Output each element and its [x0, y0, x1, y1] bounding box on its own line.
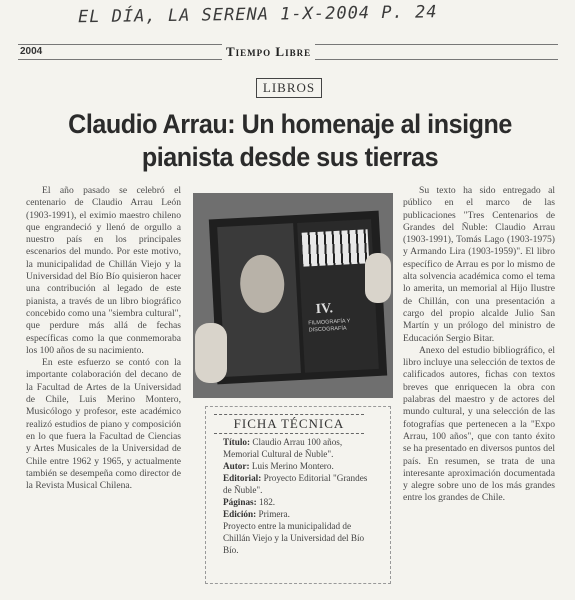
- ficha-titulo: Título: Claudio Arrau 100 años, Memorial Cultural de Ñuble".: [223, 437, 343, 459]
- article-headline: Claudio Arrau: Un homenaje al insigne pianista desde sus tierras: [68, 109, 512, 172]
- issue-year: 2004: [20, 46, 43, 57]
- hand-left: [195, 323, 227, 383]
- article-column-right: [403, 185, 555, 505]
- ficha-title: FICHA TÉCNICA: [214, 414, 364, 434]
- paragraph: Anexo del estudio bibliográfico, el libro incluye una selección de textos de calificados autores, fichas con textos breves que enriquecen la obra con palabras del maestro y de actores del mundo cultural, y una selección de las fotografías que pertenecen a la "Expo Arrau, 100 años", que con tanto éxito se ha presentado en diversos puntos del país. En resumen, se trata de una interesante aproximación documentada y alegre sobre uno de los más grandes entre los grandes de Chile.: [403, 344, 555, 504]
- chapter-number: IV.: [315, 301, 334, 318]
- category-label: LIBROS: [256, 78, 322, 98]
- handwritten-source-note: EL DÍA, LA SERENA 1-X-2004 P. 24: [77, 2, 438, 28]
- hand-right: [365, 253, 391, 303]
- piano-keys-image: [302, 229, 370, 266]
- article-column-left: [26, 185, 181, 492]
- ficha-paginas: Páginas: 182.: [223, 497, 276, 507]
- paragraph: El año pasado se celebró el centenario de Claudio Arrau León (1903-1991), el eximio maestro chileno que engrandeció y llenó de orgullo a nuestro país en los principales escenarios del mundo. Por este motivo, la municipalidad de Chillán Viejo y la Universidad del Bío Bío quisieron hacer una contribución al legado de este pianista, a través de un libro biográfico concebido como una "siembra cultural", que perdure más allá de fechas específicas como la que conmemoraba los 100 años de su nacimiento.: [26, 185, 181, 356]
- paragraph: En este esfuerzo se contó con la importante colaboración del decano de la Facultad de Artes de la Universidad de Chile, Luis Merino Montero, Musicólogo y profesor, este académico realizó estudios de piano y composición en lo que fuera la Facultad de Ciencias y Artes Musicales de la Universidad de Chile entre 1962 y 1965, y actualmente también se desempeña como director de la Revista Musical Chilena.: [26, 357, 181, 492]
- chapter-subtitle: FILMOGRAFÍA Y DISCOGRAFÍA: [308, 318, 351, 334]
- ficha-edicion: Edición: Primera.: [223, 509, 290, 519]
- portrait-image: [239, 254, 286, 314]
- ficha-editorial: Editorial: Proyecto Editorial "Grandes de Ñuble".: [223, 473, 368, 495]
- ficha-tecnica: [223, 436, 375, 556]
- book-page-left: [217, 223, 301, 377]
- ficha-proyecto: Proyecto entre la municipalidad de Chillán Viejo y la Universidad del Bío Bío.: [223, 521, 365, 555]
- book-photo: [193, 193, 393, 398]
- paragraph: Su texto ha sido entregado al público en el marco de las publicaciones "Tres Centenarios de Grandes del Ñuble: Claudio Arrau (1903-1991), Tomás Lago (1903-1975) y Armando Lira (1903-1959)". El libro específico de Arrau es por lo mismo de alta solvencia académica como el tema lo amerita, un memorial al Hijo Ilustre de Chillán, con una presentación a cargo del propio alcalde Julio San Martín y un prólogo del ministro de Educación Sergio Bitar.: [403, 185, 555, 344]
- ficha-autor: Autor: Luis Merino Montero.: [223, 461, 334, 471]
- open-book: [209, 211, 387, 385]
- section-title: Tiempo Libre: [222, 44, 315, 60]
